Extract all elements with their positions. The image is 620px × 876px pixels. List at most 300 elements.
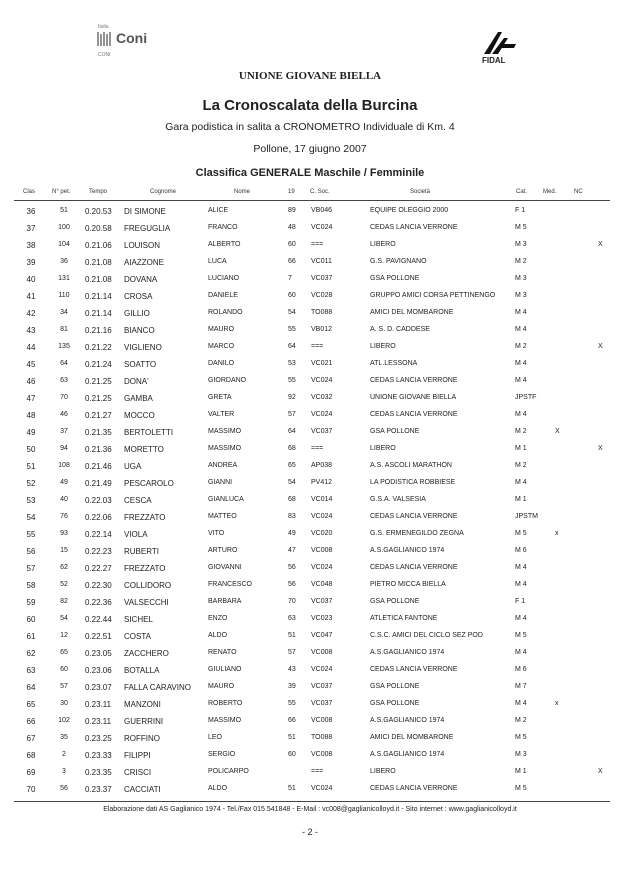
time: 0.22.30 xyxy=(85,581,112,590)
birth-year: 83 xyxy=(288,513,296,520)
club-code: === xyxy=(311,768,324,775)
club-name: GSA POLLONE xyxy=(370,598,420,605)
rank: 64 xyxy=(26,683,36,692)
club-code: VC037 xyxy=(311,598,333,605)
surname: BERTOLETTI xyxy=(124,428,174,437)
category: M 5 xyxy=(515,785,527,792)
club-code: AP038 xyxy=(311,462,333,469)
time: 0.21.27 xyxy=(85,411,112,420)
bib-number: 82 xyxy=(60,598,68,605)
first-name: DANILO xyxy=(208,360,235,367)
category: M 4 xyxy=(515,377,527,384)
surname: CROSA xyxy=(124,292,153,301)
surname: CESCA xyxy=(124,496,152,505)
col-societa: Società xyxy=(410,189,431,195)
bib-number: 12 xyxy=(60,632,68,639)
time: 0.21.25 xyxy=(85,377,112,386)
club-code: VC028 xyxy=(311,292,333,299)
table-row xyxy=(0,356,620,373)
first-name: SERGIO xyxy=(208,751,236,758)
time: 0.21.14 xyxy=(85,292,112,301)
rank: 55 xyxy=(26,530,36,539)
first-name: ALICE xyxy=(208,207,229,214)
bib-number: 93 xyxy=(60,530,68,537)
club-name: AMICI DEL MOMBARONE xyxy=(370,309,454,316)
time: 0.22.06 xyxy=(85,513,112,522)
rank: 67 xyxy=(26,734,36,743)
category: M 2 xyxy=(515,258,527,265)
table-row xyxy=(0,424,620,441)
club-name: CEDAS LANCIA VERRONE xyxy=(370,224,458,231)
club-name: ATL.LESSONA xyxy=(370,360,418,367)
surname: FREZZATO xyxy=(124,564,166,573)
time: 0.21.16 xyxy=(85,326,112,335)
table-row xyxy=(0,271,620,288)
first-name: ANDREA xyxy=(208,462,238,469)
rank: 60 xyxy=(26,615,36,624)
time: 0.21.46 xyxy=(85,462,112,471)
club-code: === xyxy=(311,445,324,452)
time: 0.23.35 xyxy=(85,768,112,777)
rank: 56 xyxy=(26,547,36,556)
birth-year: 57 xyxy=(288,411,296,418)
col-anno: 19 xyxy=(288,189,295,195)
col-tempo: Tempo xyxy=(89,189,108,195)
birth-year: 68 xyxy=(288,496,296,503)
club-name: AMICI DEL MOMBARONE xyxy=(370,734,454,741)
time: 0.21.25 xyxy=(85,394,112,403)
bib-number: 81 xyxy=(60,326,68,333)
time: 0.22.27 xyxy=(85,564,112,573)
category: M 6 xyxy=(515,547,527,554)
category: M 7 xyxy=(515,683,527,690)
category: M 2 xyxy=(515,462,527,469)
first-name: ARTURO xyxy=(208,547,238,554)
club-code: VC032 xyxy=(311,394,333,401)
birth-year: 55 xyxy=(288,700,296,707)
birth-year: 48 xyxy=(288,224,296,231)
rank: 42 xyxy=(26,309,36,318)
table-row xyxy=(0,475,620,492)
time: 0.23.37 xyxy=(85,785,112,794)
club-code: VC024 xyxy=(311,666,333,673)
nc-flag: X xyxy=(598,343,603,350)
rank: 46 xyxy=(26,377,36,386)
time: 0.21.08 xyxy=(85,275,112,284)
club-code: VC024 xyxy=(311,513,333,520)
first-name: ALDO xyxy=(208,632,228,639)
first-name: MASSIMO xyxy=(208,428,242,435)
surname: MANZONI xyxy=(124,700,161,709)
table-row xyxy=(0,390,620,407)
category: M 4 xyxy=(515,360,527,367)
club-code: VB046 xyxy=(311,207,333,214)
col-cat: Cat. xyxy=(516,189,528,195)
club-name: CEDAS LANCIA VERRONE xyxy=(370,564,458,571)
birth-year: 54 xyxy=(288,479,296,486)
club-code: VC008 xyxy=(311,649,333,656)
bib-number: 131 xyxy=(58,275,70,282)
rank: 39 xyxy=(26,258,36,267)
table-row xyxy=(0,747,620,764)
category: M 4 xyxy=(515,309,527,316)
first-name: GIULIANO xyxy=(208,666,242,673)
rank: 62 xyxy=(26,649,36,658)
time: 0.23.11 xyxy=(85,717,112,726)
table-row xyxy=(0,645,620,662)
surname: GILLIO xyxy=(124,309,150,318)
surname: VIGLIENO xyxy=(124,343,162,352)
time: 0.20.58 xyxy=(85,224,112,233)
time: 0.22.44 xyxy=(85,615,112,624)
club-name: A.S.GAGLIANICO 1974 xyxy=(370,751,445,758)
surname: VALSECCHI xyxy=(124,598,169,607)
club-code: VC008 xyxy=(311,547,333,554)
time: 0.23.05 xyxy=(85,649,112,658)
col-cognome: Cognome xyxy=(150,189,177,195)
first-name: MATTEO xyxy=(208,513,237,520)
club-name: GSA POLLONE xyxy=(370,428,420,435)
surname: MORETTO xyxy=(124,445,164,454)
birth-year: 70 xyxy=(288,598,296,605)
medal: x xyxy=(555,530,559,537)
surname: DI SIMONE xyxy=(124,207,166,216)
bib-number: 65 xyxy=(60,649,68,656)
club-name: A.S.GAGLIANICO 1974 xyxy=(370,547,445,554)
club-name: UNIONE GIOVANE BIELLA xyxy=(370,394,457,401)
time: 0.22.03 xyxy=(85,496,112,505)
birth-year: 51 xyxy=(288,734,296,741)
nc-flag: X xyxy=(598,241,603,248)
category: M 5 xyxy=(515,632,527,639)
club-name: LIBERO xyxy=(370,768,396,775)
bib-number: 51 xyxy=(60,207,68,214)
race-subtitle: Gara podistica in salita a CRONOMETRO Individuale di Km. 4 xyxy=(165,121,455,133)
birth-year: 56 xyxy=(288,564,296,571)
surname: ROFFINO xyxy=(124,734,160,743)
surname: MOCCO xyxy=(124,411,155,420)
category: M 4 xyxy=(515,649,527,656)
club-code: VC037 xyxy=(311,683,333,690)
bib-number: 36 xyxy=(60,258,68,265)
bib-number: 15 xyxy=(60,547,68,554)
birth-year: 60 xyxy=(288,292,296,299)
birth-year: 68 xyxy=(288,445,296,452)
category: M 4 xyxy=(515,615,527,622)
category: M 6 xyxy=(515,666,527,673)
surname: FREGUGLIA xyxy=(124,224,171,233)
rank: 59 xyxy=(26,598,36,607)
first-name: GIORDANO xyxy=(208,377,247,384)
first-name: GIANLUCA xyxy=(208,496,244,503)
club-code: VC024 xyxy=(311,785,333,792)
page-title: La Cronoscalata della Burcina xyxy=(202,97,418,114)
club-code: VC024 xyxy=(311,564,333,571)
birth-year: 53 xyxy=(288,360,296,367)
club-code: VC021 xyxy=(311,360,333,367)
club-code: VC047 xyxy=(311,632,333,639)
rank: 45 xyxy=(26,360,36,369)
nc-flag: X xyxy=(598,445,603,452)
rank: 41 xyxy=(26,292,36,301)
surname: SOATTO xyxy=(124,360,157,369)
club-code: VC011 xyxy=(311,258,332,265)
bib-number: 70 xyxy=(60,394,68,401)
category: JPSTM xyxy=(515,513,538,520)
club-name: A.S. ASCOLI MARATHON xyxy=(370,462,452,469)
category: M 2 xyxy=(515,343,527,350)
birth-year: 64 xyxy=(288,343,296,350)
first-name: FRANCO xyxy=(208,224,238,231)
bib-number: 56 xyxy=(60,785,68,792)
first-name: MASSIMO xyxy=(208,445,242,452)
rank: 37 xyxy=(26,224,36,233)
birth-year: 55 xyxy=(288,326,296,333)
surname: FILIPPI xyxy=(124,751,151,760)
table-row xyxy=(0,254,620,271)
category: JPSTF xyxy=(515,394,537,401)
club-code: VC008 xyxy=(311,751,333,758)
club-code: === xyxy=(311,343,324,350)
time: 0.21.14 xyxy=(85,309,112,318)
surname: AIAZZONE xyxy=(124,258,165,267)
bib-number: 52 xyxy=(60,581,68,588)
category: M 2 xyxy=(515,428,527,435)
table-row xyxy=(0,628,620,645)
rank: 50 xyxy=(26,445,36,454)
first-name: ALBERTO xyxy=(208,241,241,248)
rank: 61 xyxy=(26,632,36,641)
table-row xyxy=(0,373,620,390)
bib-number: 54 xyxy=(60,615,68,622)
category: M 3 xyxy=(515,241,527,248)
first-name: VALTER xyxy=(208,411,235,418)
first-name: GRETA xyxy=(208,394,232,401)
first-name: LUCA xyxy=(208,258,227,265)
club-name: A. S. D. CADDESE xyxy=(370,326,430,333)
rank: 65 xyxy=(26,700,36,709)
club-name: GRUPPO AMICI CORSA PETTINENGO xyxy=(370,292,496,299)
bib-number: 76 xyxy=(60,513,68,520)
birth-year: 92 xyxy=(288,394,296,401)
time: 0.21.36 xyxy=(85,445,112,454)
club-name: G.S.A. VALSESIA xyxy=(370,496,426,503)
category: M 4 xyxy=(515,326,527,333)
club-code: VC024 xyxy=(311,377,333,384)
rank: 53 xyxy=(26,496,36,505)
birth-year: 51 xyxy=(288,785,296,792)
category: M 3 xyxy=(515,292,527,299)
bib-number: 37 xyxy=(60,428,68,435)
col-med: Med. xyxy=(543,189,557,195)
birth-year: 54 xyxy=(288,309,296,316)
time: 0.23.07 xyxy=(85,683,112,692)
birth-year: 56 xyxy=(288,581,296,588)
footer-rule xyxy=(14,801,610,802)
first-name: FRANCESCO xyxy=(208,581,252,588)
category: M 1 xyxy=(515,768,527,775)
time: 0.21.24 xyxy=(85,360,112,369)
bib-number: 110 xyxy=(58,292,70,299)
nc-flag: X xyxy=(598,768,603,775)
club-code: VC037 xyxy=(311,428,333,435)
table-row xyxy=(0,203,620,220)
bib-number: 135 xyxy=(58,343,70,350)
bib-number: 35 xyxy=(60,734,68,741)
coni-logo xyxy=(96,24,156,60)
rank: 57 xyxy=(26,564,36,573)
first-name: ROBERTO xyxy=(208,700,243,707)
table-row xyxy=(0,713,620,730)
time: 0.22.23 xyxy=(85,547,112,556)
surname: GUERRINI xyxy=(124,717,164,726)
club-name: LIBERO xyxy=(370,343,396,350)
bib-number: 108 xyxy=(58,462,70,469)
category: M 4 xyxy=(515,700,527,707)
table-row xyxy=(0,322,620,339)
surname: UGA xyxy=(124,462,142,471)
first-name: LUCIANO xyxy=(208,275,240,282)
club-name: CEDAS LANCIA VERRONE xyxy=(370,377,458,384)
club-name: PIETRO MICCA BIELLA xyxy=(370,581,446,588)
first-name: DANIELE xyxy=(208,292,238,299)
fidal-logo xyxy=(476,30,526,70)
category: M 1 xyxy=(515,496,527,503)
rank: 68 xyxy=(26,751,36,760)
club-name: G.S. PAVIGNANO xyxy=(370,258,427,265)
classification-title: Classifica GENERALE Maschile / Femminile xyxy=(195,167,425,179)
table-row xyxy=(0,679,620,696)
col-clas: Clas xyxy=(23,189,36,195)
time: 0.23.06 xyxy=(85,666,112,675)
fidal-label: FIDAL xyxy=(482,56,506,65)
surname: BIANCO xyxy=(124,326,155,335)
category: M 1 xyxy=(515,445,527,452)
rank: 48 xyxy=(26,411,36,420)
first-name: BARBARA xyxy=(208,598,242,605)
bib-number: 57 xyxy=(60,683,68,690)
club-name: CEDAS LANCIA VERRONE xyxy=(370,513,458,520)
club-code: PV412 xyxy=(311,479,333,486)
time: 0.23.25 xyxy=(85,734,112,743)
first-name: MAURO xyxy=(208,326,235,333)
first-name: GIANNI xyxy=(208,479,233,486)
bib-number: 46 xyxy=(60,411,68,418)
club-code: VC037 xyxy=(311,700,333,707)
bib-number: 102 xyxy=(58,717,70,724)
medal: X xyxy=(555,428,560,435)
table-row xyxy=(0,492,620,509)
club-code: VC023 xyxy=(311,615,333,622)
rank: 38 xyxy=(26,241,36,250)
club-code: VC024 xyxy=(311,411,333,418)
category: M 5 xyxy=(515,734,527,741)
table-row xyxy=(0,543,620,560)
time: 0.22.36 xyxy=(85,598,112,607)
surname: CACCIATI xyxy=(124,785,161,794)
time: 0.21.06 xyxy=(85,241,112,250)
table-row xyxy=(0,339,620,356)
rank: 54 xyxy=(26,513,36,522)
birth-year: 7 xyxy=(288,275,292,282)
surname: FALLA CARAVINO xyxy=(124,683,191,692)
table-row xyxy=(0,220,620,237)
bib-number: 40 xyxy=(60,496,68,503)
rank: 40 xyxy=(26,275,36,284)
birth-year: 64 xyxy=(288,428,296,435)
table-row xyxy=(0,441,620,458)
birth-year: 51 xyxy=(288,632,296,639)
surname: DONA' xyxy=(124,377,149,386)
club-name: ATLETICA FANTONE xyxy=(370,615,438,622)
club-name: A.S.GAGLIANICO 1974 xyxy=(370,717,445,724)
table-row xyxy=(0,611,620,628)
birth-year: 60 xyxy=(288,751,296,758)
table-row xyxy=(0,458,620,475)
rank: 69 xyxy=(26,768,36,777)
time: 0.21.35 xyxy=(85,428,112,437)
time: 0.21.08 xyxy=(85,258,112,267)
first-name: GIOVANNI xyxy=(208,564,242,571)
surname: CRISCI xyxy=(124,768,152,777)
table-row xyxy=(0,237,620,254)
club-name: CEDAS LANCIA VERRONE xyxy=(370,666,458,673)
first-name: MARCO xyxy=(208,343,235,350)
category: M 4 xyxy=(515,479,527,486)
bib-number: 3 xyxy=(62,768,66,775)
surname: ZACCHERO xyxy=(124,649,169,658)
birth-year: 66 xyxy=(288,258,296,265)
category: M 2 xyxy=(515,717,527,724)
time: 0.21.49 xyxy=(85,479,112,488)
coni-label: Coni xyxy=(116,30,148,46)
coni-small-bottom: CONI xyxy=(98,52,111,58)
fidal-symbol-icon xyxy=(476,30,520,56)
category: M 5 xyxy=(515,530,527,537)
first-name: ENZO xyxy=(208,615,228,622)
place-date: Pollone, 17 giugno 2007 xyxy=(253,143,367,155)
col-nc: NC xyxy=(574,189,583,195)
club-name: GSA POLLONE xyxy=(370,700,420,707)
club-name: A.S.GAGLIANICO 1974 xyxy=(370,649,445,656)
results-table xyxy=(0,203,620,798)
birth-year: 66 xyxy=(288,717,296,724)
club-code: TO088 xyxy=(311,309,333,316)
bib-number: 49 xyxy=(60,479,68,486)
club-name: CEDAS LANCIA VERRONE xyxy=(370,785,458,792)
time: 0.23.11 xyxy=(85,700,112,709)
birth-year: 47 xyxy=(288,547,296,554)
first-name: ROLANDO xyxy=(208,309,243,316)
category: F 1 xyxy=(515,207,526,214)
table-row xyxy=(0,662,620,679)
header-rule xyxy=(14,200,610,201)
table-row xyxy=(0,696,620,713)
table-row xyxy=(0,305,620,322)
category: M 4 xyxy=(515,411,527,418)
footer-credits: Elaborazione dati AS Gaglianico 1974 - Tel./Fax 015.541848 - E-Mail : vc008@gaglianicolloyd.it - Sito internet : www.gaglianicolloyd.it xyxy=(103,806,517,813)
bib-number: 60 xyxy=(60,666,68,673)
first-name: ALDO xyxy=(208,785,228,792)
medal: x xyxy=(555,700,559,707)
birth-year: 43 xyxy=(288,666,296,673)
table-row xyxy=(0,526,620,543)
page-number: - 2 - xyxy=(301,827,318,837)
club-name: G.S. ERMENEGILDO ZEGNA xyxy=(370,530,464,537)
rank: 47 xyxy=(26,394,36,403)
club-code: VB012 xyxy=(311,326,333,333)
birth-year: 57 xyxy=(288,649,296,656)
